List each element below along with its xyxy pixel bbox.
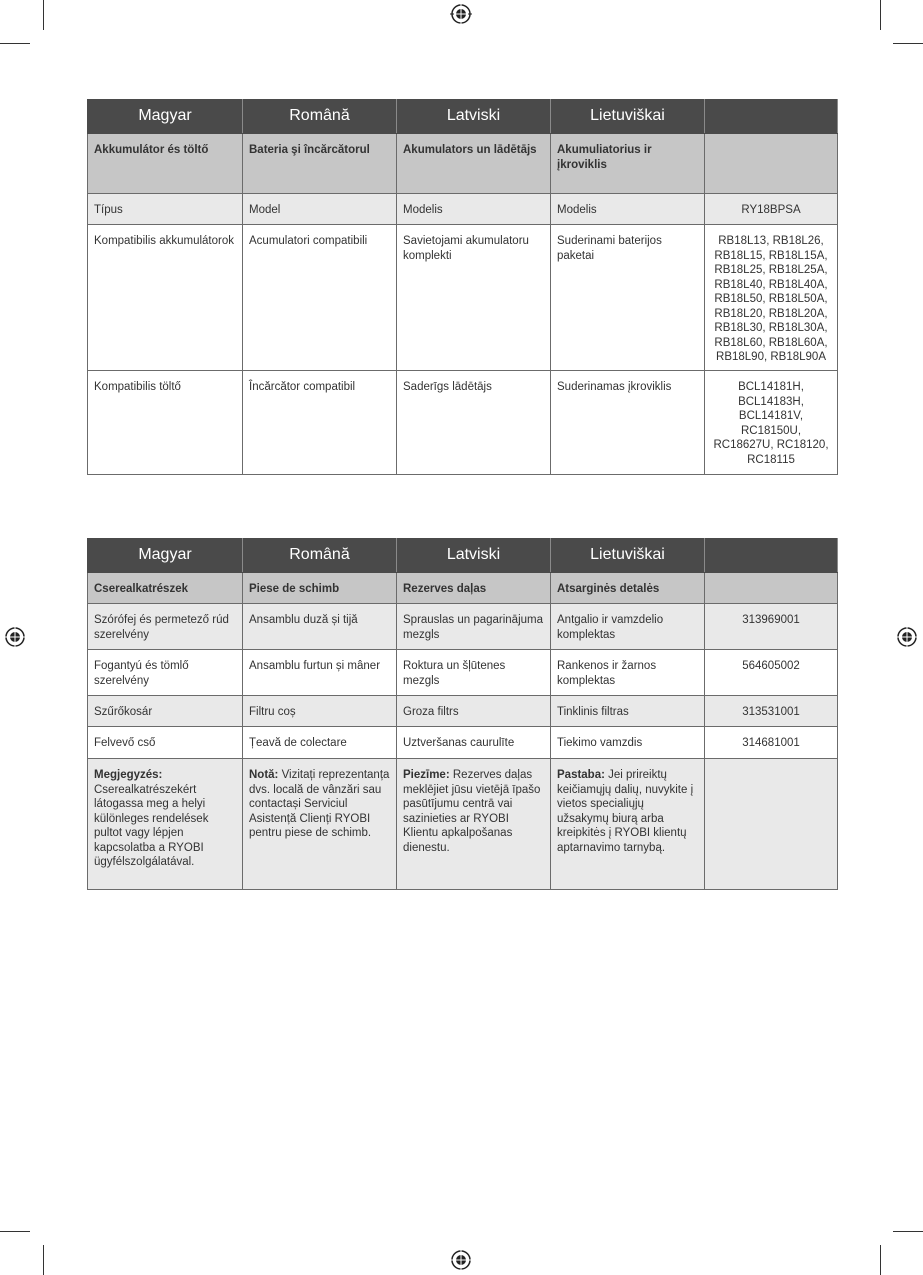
language-header-row: [88, 100, 838, 134]
cell-lt: Suderinamas įkroviklis: [551, 371, 705, 475]
note-text: Cserealkatrészekért látogassa meg a helyi különleges rendelések pultot vagy lépjen kapcsolatba a RYOBI ügyfélszolgálatával.: [94, 783, 209, 868]
section-title-lv: Rezerves daļas: [397, 573, 551, 604]
section-title-value: [705, 134, 838, 194]
part-number: 314681001: [705, 727, 838, 759]
cell-lv: Saderīgs lādētājs: [397, 371, 551, 475]
header-magyar: Magyar: [88, 100, 243, 134]
cell-hu: Kompatibilis akkumulátorok: [88, 225, 243, 371]
header-value: [705, 100, 838, 134]
table-row: [88, 650, 838, 696]
cell-hu: Típus: [88, 194, 243, 225]
note-text: Rezerves daļas meklējiet jūsu vietējā īpašo pasūtījumu centrā vai sazinieties ar RYOBI Klientu apkalpošanas dienestu.: [403, 769, 541, 854]
crop-mark: [880, 1245, 881, 1275]
crop-mark: [43, 1245, 44, 1275]
crop-mark: [893, 1231, 923, 1232]
crop-mark: [43, 0, 44, 30]
header-latviski: Latviski: [397, 100, 551, 134]
cell-hu: Felvevő cső: [88, 727, 243, 759]
section-title-row: [88, 573, 838, 604]
registration-mark-icon: [4, 626, 26, 648]
table-row: [88, 604, 838, 650]
section-title-lt: Akumuliatorius ir įkroviklis: [551, 134, 705, 194]
section-title-value: [705, 573, 838, 604]
note-text: Jei prireiktų keičiamųjų dalių, nuvykite į vietos specialiųjų užsakymų biurą arba kreipkitės į RYOBI klientų aptarnavimo tarnybą.: [557, 769, 694, 854]
section-title-lv: Akumulators un lādētājs: [397, 134, 551, 194]
note-label: Piezīme:: [403, 769, 450, 781]
section-title-hu: Akkumulátor és töltő: [88, 134, 243, 194]
cell-lt: Modelis: [551, 194, 705, 225]
header-latviski: Latviski: [397, 539, 551, 573]
cell-value: BCL14181H, BCL14183H, BCL14181V, RC18150U, RC18627U, RC18120, RC18115: [705, 371, 838, 475]
note-empty: [705, 759, 838, 890]
note-hu: [88, 759, 243, 890]
table-row: [88, 727, 838, 759]
header-lietuviskai: Lietuviškai: [551, 100, 705, 134]
table-row: [88, 225, 838, 371]
crop-mark: [0, 1231, 30, 1232]
table-row: [88, 696, 838, 727]
cell-lv: Uztveršanas caurulīte: [397, 727, 551, 759]
header-romana: Română: [243, 539, 397, 573]
cell-lt: Tinklinis filtras: [551, 696, 705, 727]
cell-value: RB18L13, RB18L26, RB18L15, RB18L15A, RB18L25, RB18L25A, RB18L40, RB18L40A, RB18L50, RB18L50A, RB18L20, RB18L20A, RB18L30, RB18L30A, RB18L60, RB18L60A, RB18L90, RB18L90A: [705, 225, 838, 371]
cell-ro: Model: [243, 194, 397, 225]
header-romana: Română: [243, 100, 397, 134]
cell-ro: Încărcător compatibil: [243, 371, 397, 475]
cell-lt: Antgalio ir vamzdelio komplektas: [551, 604, 705, 650]
note-label: Pastaba:: [557, 769, 605, 781]
header-lietuviskai: Lietuviškai: [551, 539, 705, 573]
note-label: Megjegyzés:: [94, 769, 163, 781]
cell-lv: Sprauslas un pagarinājuma mezgls: [397, 604, 551, 650]
crop-mark: [893, 43, 923, 44]
table-row: [88, 371, 838, 475]
cell-lv: Savietojami akumulatoru komplekti: [397, 225, 551, 371]
cell-hu: Szűrőkosár: [88, 696, 243, 727]
notes-row: [88, 759, 838, 890]
crop-mark: [880, 0, 881, 30]
section-title-hu: Cserealkatrészek: [88, 573, 243, 604]
registration-mark-icon: [450, 3, 472, 25]
language-header-row: [88, 539, 838, 573]
section-title-ro: Piese de schimb: [243, 573, 397, 604]
section-title-ro: Bateria şi încărcătorul: [243, 134, 397, 194]
registration-mark-icon: [896, 626, 918, 648]
cell-hu: Fogantyú és tömlő szerelvény: [88, 650, 243, 696]
header-magyar: Magyar: [88, 539, 243, 573]
section-title-row: [88, 134, 838, 194]
note-ro: [243, 759, 397, 890]
header-value: [705, 539, 838, 573]
part-number: 313531001: [705, 696, 838, 727]
cell-lt: Tiekimo vamzdis: [551, 727, 705, 759]
cell-hu: Szórófej és permetező rúd szerelvény: [88, 604, 243, 650]
cell-ro: Țeavă de colectare: [243, 727, 397, 759]
section-title-lt: Atsarginės detalės: [551, 573, 705, 604]
cell-hu: Kompatibilis töltő: [88, 371, 243, 475]
cell-lv: Groza filtrs: [397, 696, 551, 727]
part-number: 313969001: [705, 604, 838, 650]
note-lv: [397, 759, 551, 890]
table-row: [88, 194, 838, 225]
cell-value: RY18BPSA: [705, 194, 838, 225]
registration-mark-icon: [450, 1249, 472, 1271]
cell-lv: Roktura un šļūtenes mezgls: [397, 650, 551, 696]
crop-mark: [0, 43, 30, 44]
cell-lt: Suderinami baterijos paketai: [551, 225, 705, 371]
note-label: Notă:: [249, 769, 279, 781]
cell-ro: Ansamblu furtun și mâner: [243, 650, 397, 696]
part-number: 564605002: [705, 650, 838, 696]
cell-ro: Ansamblu duză și tijă: [243, 604, 397, 650]
cell-lt: Rankenos ir žarnos komplektas: [551, 650, 705, 696]
spare-parts-table: [87, 538, 838, 890]
note-text: Vizitați reprezentanța dvs. locală de vânzări sau contactași Serviciul Asistență Clienți RYOBI pentru piese de schimb.: [249, 769, 390, 839]
cell-ro: Acumulatori compatibili: [243, 225, 397, 371]
battery-charger-spec-table: [87, 99, 838, 475]
cell-lv: Modelis: [397, 194, 551, 225]
note-lt: [551, 759, 705, 890]
cell-ro: Filtru coș: [243, 696, 397, 727]
